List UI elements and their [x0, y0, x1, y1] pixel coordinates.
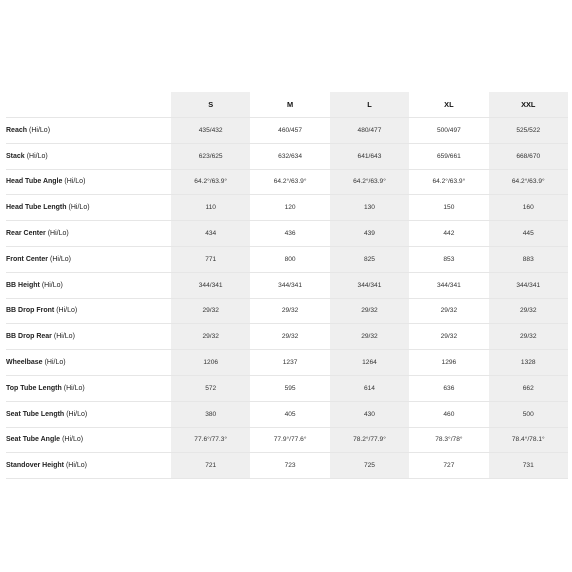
row-label [6, 247, 171, 272]
header-corner [6, 92, 171, 117]
row-label [6, 324, 171, 349]
value-cell: 614 [330, 376, 409, 401]
measurement-name: Seat Tube Length [6, 410, 65, 418]
value-cell: 595 [284, 384, 296, 392]
table-row [6, 273, 568, 299]
measurement-unit: (Hi/Lo) [63, 384, 85, 392]
value-cell: 344/341 [171, 273, 250, 298]
measurement-unit: (Hi/Lo) [41, 281, 63, 289]
size-header-l: L [330, 92, 409, 117]
measurement-name: Rear Center [6, 230, 46, 238]
table-row [6, 428, 568, 454]
table-row [6, 350, 568, 376]
measurement-name: Stack [6, 152, 25, 160]
measurement-name: Reach [6, 126, 28, 134]
measurement-unit: (Hi/Lo) [29, 126, 51, 134]
value-cell: 800 [284, 255, 296, 263]
value-cell: 460/457 [278, 126, 302, 134]
value-cell: 572 [171, 376, 250, 401]
value-cell: 727 [443, 462, 455, 470]
value-cell: 405 [284, 410, 296, 418]
value-cell: 883 [489, 247, 568, 272]
row-label [6, 221, 171, 246]
value-cell: 344/341 [436, 281, 461, 289]
measurement-unit: (Hi/Lo) [68, 204, 90, 212]
table-row [6, 402, 568, 428]
value-cell: 1206 [171, 350, 250, 375]
measurement-name: BB Drop Front [6, 307, 55, 315]
value-cell: 78.4°/78.1° [489, 428, 568, 453]
value-cell: 380 [171, 402, 250, 427]
table-row [6, 195, 568, 221]
value-cell: 434 [171, 221, 250, 246]
value-cell: 29/32 [171, 299, 250, 324]
value-cell: 344/341 [278, 281, 302, 289]
measurement-name: Top Tube Length [6, 384, 62, 392]
value-cell: 636 [443, 384, 455, 392]
value-cell: 64.2°/63.9° [330, 170, 409, 195]
value-cell: 29/32 [440, 307, 458, 315]
size-header-xl: XL [444, 100, 454, 109]
value-cell: 29/32 [330, 299, 409, 324]
measurement-name: Head Tube Angle [6, 178, 63, 186]
value-cell: 344/341 [330, 273, 409, 298]
value-cell: 64.2°/63.9° [432, 178, 466, 186]
table-row [6, 453, 568, 479]
measurement-name: Wheelbase [6, 359, 43, 367]
size-header-xxl: XXL [489, 92, 568, 117]
value-cell: 632/634 [278, 152, 302, 160]
measurement-unit: (Hi/Lo) [65, 462, 87, 470]
table-row [6, 170, 568, 196]
measurement-name: Seat Tube Angle [6, 436, 61, 444]
value-cell: 771 [171, 247, 250, 272]
value-cell: 344/341 [489, 273, 568, 298]
value-cell: 721 [171, 453, 250, 478]
value-cell: 723 [284, 462, 296, 470]
measurement-unit: (Hi/Lo) [66, 410, 88, 418]
value-cell: 29/32 [440, 333, 458, 341]
value-cell: 78.2°/77.9° [330, 428, 409, 453]
value-cell: 480/477 [330, 118, 409, 143]
value-cell: 29/32 [489, 324, 568, 349]
value-cell: 668/670 [489, 144, 568, 169]
value-cell: 623/625 [171, 144, 250, 169]
value-cell: 64.2°/63.9° [489, 170, 568, 195]
value-cell: 442 [443, 230, 455, 238]
row-label [6, 195, 171, 220]
value-cell: 29/32 [281, 307, 299, 315]
value-cell: 77.6°/77.3° [171, 428, 250, 453]
value-cell: 160 [489, 195, 568, 220]
measurement-unit: (Hi/Lo) [44, 359, 66, 367]
value-cell: 120 [284, 204, 296, 212]
value-cell: 130 [330, 195, 409, 220]
row-label [6, 428, 171, 453]
value-cell: 29/32 [281, 333, 299, 341]
value-cell: 1264 [330, 350, 409, 375]
row-label [6, 170, 171, 195]
table-row [6, 144, 568, 170]
value-cell: 435/432 [171, 118, 250, 143]
table-row [6, 299, 568, 325]
value-cell: 29/32 [330, 324, 409, 349]
measurement-unit: (Hi/Lo) [47, 230, 69, 238]
value-cell: 430 [330, 402, 409, 427]
table-row [6, 118, 568, 144]
row-label [6, 453, 171, 478]
value-cell: 439 [330, 221, 409, 246]
row-label [6, 350, 171, 375]
value-cell: 500/497 [436, 126, 461, 134]
value-cell: 29/32 [489, 299, 568, 324]
measurement-name: BB Height [6, 281, 40, 289]
measurement-name: Standover Height [6, 462, 64, 470]
value-cell: 825 [330, 247, 409, 272]
value-cell: 1328 [489, 350, 568, 375]
value-cell: 64.2°/63.9° [171, 170, 250, 195]
value-cell: 500 [489, 402, 568, 427]
row-label [6, 273, 171, 298]
value-cell: 1237 [282, 359, 298, 367]
value-cell: 1296 [441, 359, 457, 367]
table-row [6, 324, 568, 350]
value-cell: 77.9°/77.6° [273, 436, 307, 444]
measurement-unit: (Hi/Lo) [50, 255, 72, 263]
value-cell: 150 [443, 204, 455, 212]
value-cell: 64.2°/63.9° [273, 178, 307, 186]
row-label [6, 144, 171, 169]
value-cell: 853 [443, 255, 455, 263]
value-cell: 110 [171, 195, 250, 220]
table-row [6, 376, 568, 402]
value-cell: 78.3°/78° [435, 436, 463, 444]
value-cell: 725 [330, 453, 409, 478]
measurement-name: BB Drop Rear [6, 333, 52, 341]
table-header-row [6, 92, 568, 118]
size-header-m: M [287, 100, 294, 109]
row-label [6, 299, 171, 324]
measurement-unit: (Hi/Lo) [64, 178, 86, 186]
row-label [6, 402, 171, 427]
measurement-name: Head Tube Length [6, 204, 67, 212]
value-cell: 662 [489, 376, 568, 401]
measurement-unit: (Hi/Lo) [56, 307, 78, 315]
measurement-name: Front Center [6, 255, 48, 263]
value-cell: 29/32 [171, 324, 250, 349]
value-cell: 460 [443, 410, 455, 418]
measurement-unit: (Hi/Lo) [26, 152, 48, 160]
value-cell: 659/661 [436, 152, 461, 160]
row-label [6, 118, 171, 143]
measurement-unit: (Hi/Lo) [62, 436, 84, 444]
size-header-s: S [171, 92, 250, 117]
value-cell: 436 [284, 230, 296, 238]
measurement-unit: (Hi/Lo) [53, 333, 75, 341]
value-cell: 445 [489, 221, 568, 246]
table-row [6, 247, 568, 273]
value-cell: 525/522 [489, 118, 568, 143]
row-label [6, 376, 171, 401]
table-row [6, 221, 568, 247]
geometry-table [6, 92, 568, 479]
value-cell: 641/643 [330, 144, 409, 169]
value-cell: 731 [489, 453, 568, 478]
